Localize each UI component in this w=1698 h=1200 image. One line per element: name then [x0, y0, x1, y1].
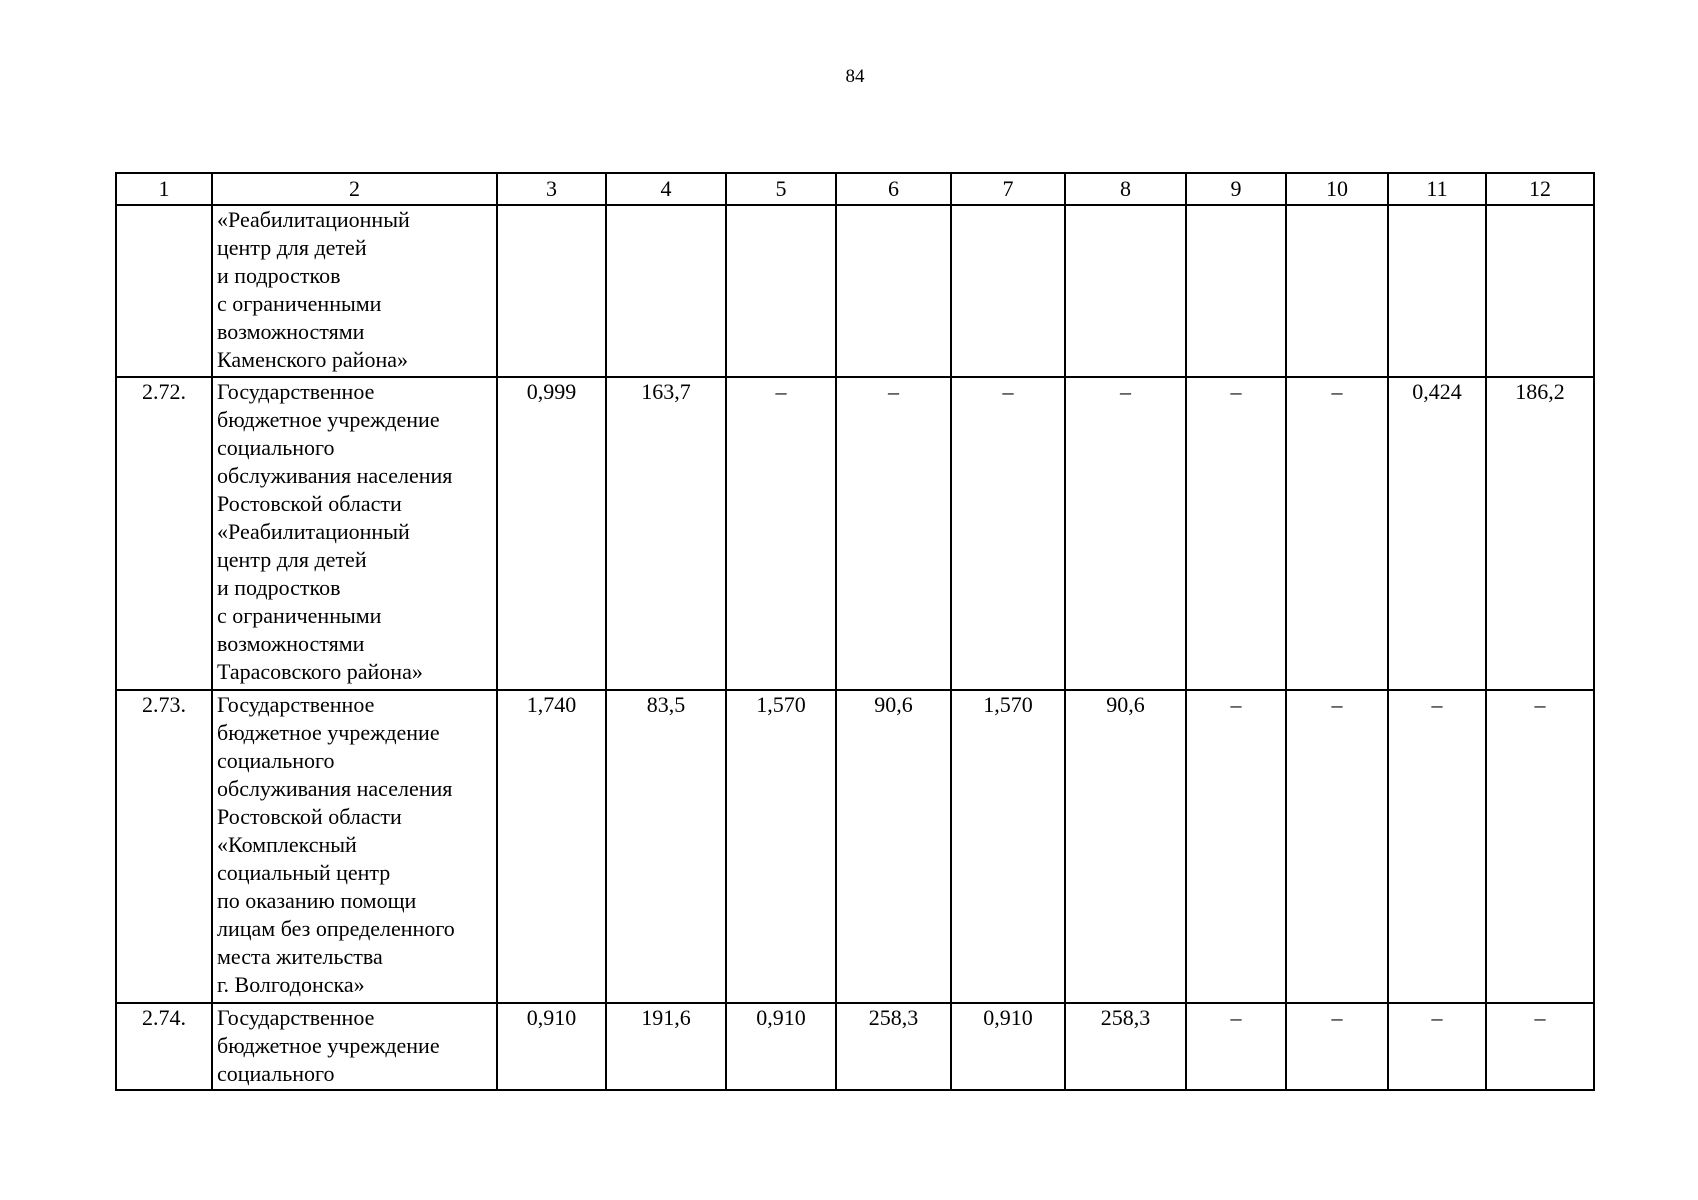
institution-name-cell — [212, 205, 497, 377]
column-header-6: 6 — [836, 173, 951, 205]
column-header-3: 3 — [497, 173, 606, 205]
institution-name-line: возможностями — [217, 319, 365, 344]
row-id-cell: 2.72. — [116, 377, 212, 690]
institution-name-cell — [212, 690, 497, 1003]
value-cell-col-7 — [951, 205, 1065, 377]
column-header-11: 11 — [1388, 173, 1486, 205]
value-cell-col-6: – — [836, 377, 951, 690]
column-header-12: 12 — [1486, 173, 1594, 205]
institution-name-line: социального — [217, 435, 335, 460]
value-cell-col-4: 191,6 — [606, 1003, 726, 1090]
value-cell-col-8: 258,3 — [1065, 1003, 1186, 1090]
institution-name-line: бюджетное учреждение — [217, 407, 440, 432]
value-cell-col-12 — [1486, 205, 1594, 377]
row-id-cell: 2.73. — [116, 690, 212, 1003]
institution-name-line: Государственное — [217, 379, 375, 404]
value-cell-col-9: – — [1186, 377, 1286, 690]
value-cell-col-4 — [606, 205, 726, 377]
value-cell-col-11 — [1388, 205, 1486, 377]
value-cell-col-7: 0,910 — [951, 1003, 1065, 1090]
value-cell-col-10: – — [1286, 1003, 1388, 1090]
institution-name-line: с ограниченными — [217, 291, 382, 316]
table-row — [116, 205, 1594, 377]
column-header-8: 8 — [1065, 173, 1186, 205]
value-cell-col-8: – — [1065, 377, 1186, 690]
value-cell-col-5 — [726, 205, 836, 377]
institution-name-line: бюджетное учреждение — [217, 720, 440, 745]
value-cell-col-12: – — [1486, 1003, 1594, 1090]
institution-name-line: «Комплексный — [217, 832, 357, 857]
institution-name-line: социального — [217, 748, 335, 773]
institution-name-line: Государственное — [217, 692, 375, 717]
value-cell-col-11: – — [1388, 1003, 1486, 1090]
value-cell-col-4: 163,7 — [606, 377, 726, 690]
institution-name-line: «Реабилитационный — [217, 519, 410, 544]
value-cell-col-5: – — [726, 377, 836, 690]
table-body — [116, 173, 1594, 1090]
institution-name-line: социального — [217, 1061, 335, 1086]
institution-name-line: места жительства — [217, 944, 383, 969]
column-header-7: 7 — [951, 173, 1065, 205]
value-cell-col-11: 0,424 — [1388, 377, 1486, 690]
institution-name-line: г. Волгодонска» — [217, 972, 365, 997]
value-cell-col-11: – — [1388, 690, 1486, 1003]
column-header-9: 9 — [1186, 173, 1286, 205]
table-row — [116, 690, 1594, 1003]
value-cell-col-7: – — [951, 377, 1065, 690]
value-cell-col-6: 258,3 — [836, 1003, 951, 1090]
value-cell-col-4: 83,5 — [606, 690, 726, 1003]
value-cell-col-12: – — [1486, 690, 1594, 1003]
value-cell-col-6 — [836, 205, 951, 377]
institution-name-line: Тарасовского района» — [217, 659, 423, 684]
value-cell-col-8 — [1065, 205, 1186, 377]
value-cell-col-3: 0,910 — [497, 1003, 606, 1090]
value-cell-col-5: 1,570 — [726, 690, 836, 1003]
value-cell-col-5: 0,910 — [726, 1003, 836, 1090]
table-row — [116, 1003, 1594, 1090]
institution-name-line: бюджетное учреждение — [217, 1033, 440, 1058]
institution-name-line: Ростовской области — [217, 804, 402, 829]
value-cell-col-9: – — [1186, 690, 1286, 1003]
institution-name-line: Каменского района» — [217, 347, 408, 372]
institution-name-line: возможностями — [217, 631, 365, 656]
column-header-10: 10 — [1286, 173, 1388, 205]
value-cell-col-10 — [1286, 205, 1388, 377]
institution-name-line: и подростков — [217, 575, 341, 600]
institution-name-line: лицам без определенного — [217, 916, 455, 941]
value-cell-col-10: – — [1286, 690, 1388, 1003]
institution-name-line: обслуживания населения — [217, 463, 453, 488]
value-cell-col-12: 186,2 — [1486, 377, 1594, 690]
column-header-1: 1 — [116, 173, 212, 205]
value-cell-col-3: 1,740 — [497, 690, 606, 1003]
row-id-cell — [116, 205, 212, 377]
column-header-4: 4 — [606, 173, 726, 205]
institution-name-line: «Реабилитационный — [217, 207, 410, 232]
value-cell-col-9: – — [1186, 1003, 1286, 1090]
institution-name-cell — [212, 1003, 497, 1090]
value-cell-col-9 — [1186, 205, 1286, 377]
institution-name-line: и подростков — [217, 263, 341, 288]
column-header-5: 5 — [726, 173, 836, 205]
value-cell-col-8: 90,6 — [1065, 690, 1186, 1003]
institution-name-line: по оказанию помощи — [217, 888, 417, 913]
value-cell-col-6: 90,6 — [836, 690, 951, 1003]
institution-name-line: с ограниченными — [217, 603, 382, 628]
value-cell-col-10: – — [1286, 377, 1388, 690]
institution-name-line: обслуживания населения — [217, 776, 453, 801]
table-row — [116, 377, 1594, 690]
institution-name-line: Государственное — [217, 1005, 375, 1030]
row-id-cell: 2.74. — [116, 1003, 212, 1090]
institution-name-cell — [212, 377, 497, 690]
table-header-row — [116, 173, 1594, 205]
institution-name-line: социальный центр — [217, 860, 391, 885]
data-table — [115, 172, 1595, 1091]
value-cell-col-3: 0,999 — [497, 377, 606, 690]
institution-name-line: Ростовской области — [217, 491, 402, 516]
value-cell-col-7: 1,570 — [951, 690, 1065, 1003]
institution-name-line: центр для детей — [217, 235, 367, 260]
institution-name-line: центр для детей — [217, 547, 367, 572]
page-number: 84 — [845, 66, 865, 87]
value-cell-col-3 — [497, 205, 606, 377]
column-header-2: 2 — [212, 173, 497, 205]
